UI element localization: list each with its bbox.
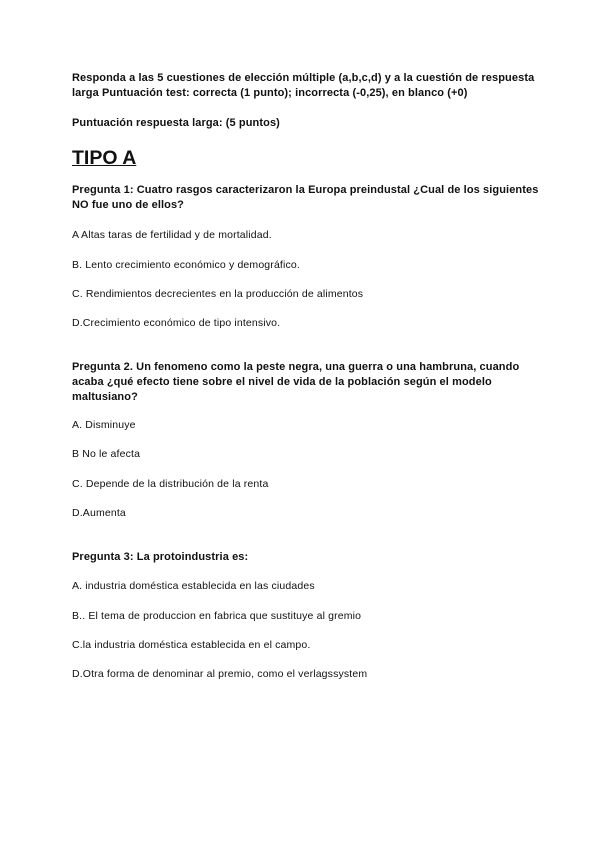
question-3-text: Pregunta 3: La protoindustria es:: [72, 551, 249, 563]
question-1-text: Pregunta 1: Cuatro rasgos caracterizaron la Europa preindustal ¿Cual de los siguientes NO fue uno de ellos?: [72, 184, 539, 211]
question-2-option-b: B No le afecta: [72, 448, 141, 460]
question-1-option-b: B. Lento crecimiento económico y demográfico.: [72, 259, 300, 271]
question-2-text: Pregunta 2. Un fenomeno como la peste negra, una guerra o una hambruna, cuando acaba ¿qué efecto tiene sobre el nivel de vida de la población según el modelo maltusiano?: [72, 361, 520, 403]
instructions-text: Responda a las 5 cuestiones de elección múltiple (a,b,c,d) y a la cuestión de respuesta larga Puntuación test: correcta (1 punto); incorrecta (-0,25), en blanco (+0): [72, 72, 535, 99]
question-1-option-d: D.Crecimiento económico de tipo intensivo.: [72, 317, 281, 329]
question-2-option-a: A. Disminuye: [72, 419, 136, 431]
question-2-option-d: D.Aumenta: [72, 507, 126, 519]
long-answer-score: Puntuación respuesta larga: (5 puntos): [72, 117, 280, 129]
question-2-option-c: C. Depende de la distribución de la renta: [72, 478, 269, 490]
question-1-option-a: A Altas taras de fertilidad y de mortalidad.: [72, 229, 272, 241]
question-3-option-a: A. industria doméstica establecida en las ciudades: [72, 580, 315, 592]
question-1-option-c: C. Rendimientos decrecientes en la producción de alimentos: [72, 288, 364, 300]
question-3-option-c: C.la industria doméstica establecida en el campo.: [72, 639, 311, 651]
question-3-option-d: D.Otra forma de denominar al premio, como el verlagssystem: [72, 668, 368, 680]
section-title: TIPO A: [72, 147, 137, 169]
question-3-option-b: B.. El tema de produccion en fabrica que sustituye al gremio: [72, 610, 362, 622]
